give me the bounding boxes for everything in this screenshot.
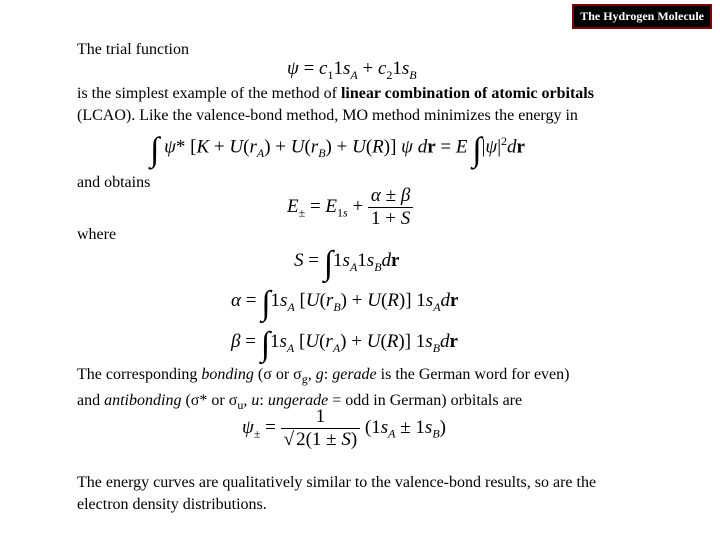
antibonding-u: u bbox=[251, 392, 260, 410]
equation-energy: $E_\pm = E_{1s}$ + $\frac{\alpha \pm \beta}{1 + S}$ bbox=[287, 185, 413, 230]
equation-alpha: $\alpha = \int 1s_A$ $[U(r_B) + U(R)]$ $1s_Adr$ bbox=[231, 285, 459, 322]
slide-title: The Hydrogen Molecule bbox=[572, 4, 712, 29]
lcao-bold: linear combination of atomic orbitals bbox=[340, 85, 594, 102]
bonding-gerade: gerade bbox=[332, 366, 377, 383]
lcao-text-1: is the simplest example of the method of bbox=[77, 85, 341, 102]
equation-psi: $\psi_\pm$ = $\frac{1}{√ 2(1 \pm S)}$ $(1s_A \pm 1s_B)$ bbox=[242, 406, 446, 450]
equation-energy-integral: ∫ ψ* $[K + U(r_A) + U(r_B) + U(R)]$ ψ dr = E $\int|\psi|^2dr$ bbox=[150, 131, 525, 169]
paragraph-where: where bbox=[77, 226, 117, 243]
equation-trial-function: $\psi = c_11s_A + c_21s_B$ bbox=[287, 58, 417, 82]
bonding-g: g bbox=[315, 366, 324, 383]
paragraph-trial-function: The trial function bbox=[77, 41, 189, 58]
antibonding-text: and bbox=[77, 392, 105, 410]
antibonding-colon: : bbox=[259, 392, 268, 410]
bonding-term: bonding bbox=[201, 366, 254, 383]
bonding-colon: : bbox=[323, 366, 333, 383]
equation-overlap: $S = \int 1s_A1s_Bdr$ bbox=[294, 245, 400, 282]
paragraph-lcao bbox=[77, 83, 697, 127]
antibonding-sigma: (σ* or σ bbox=[181, 392, 238, 410]
paragraph-energy-curves: The energy curves are qualitatively similar to the valence-bond results, so are the electron density distributions. bbox=[77, 474, 597, 513]
antibonding-tail: = odd in German) orbitals are bbox=[328, 392, 523, 410]
bonding-comma: , bbox=[307, 366, 316, 383]
bonding-g-sub: g bbox=[301, 372, 308, 387]
antibonding-u-sub: u bbox=[237, 398, 244, 413]
equation-beta: $\beta = \int 1s_A$ $[U(r_A) + U(R)]$ $1s_Bdr$ bbox=[231, 326, 458, 363]
antibonding-comma: , bbox=[243, 392, 252, 410]
bonding-tail: is the German word for even) bbox=[376, 366, 570, 383]
bonding-sigma: (σ or σ bbox=[253, 366, 302, 383]
bonding-text: The corresponding bbox=[77, 366, 202, 383]
lcao-text-2: (LCAO). Like the valence-bond method, MO method minimizes the energy in bbox=[77, 107, 578, 124]
antibonding-ungerade: ungerade bbox=[267, 392, 329, 410]
paragraph-and-obtains: and obtains bbox=[77, 174, 151, 191]
antibonding-term: antibonding bbox=[104, 392, 182, 410]
